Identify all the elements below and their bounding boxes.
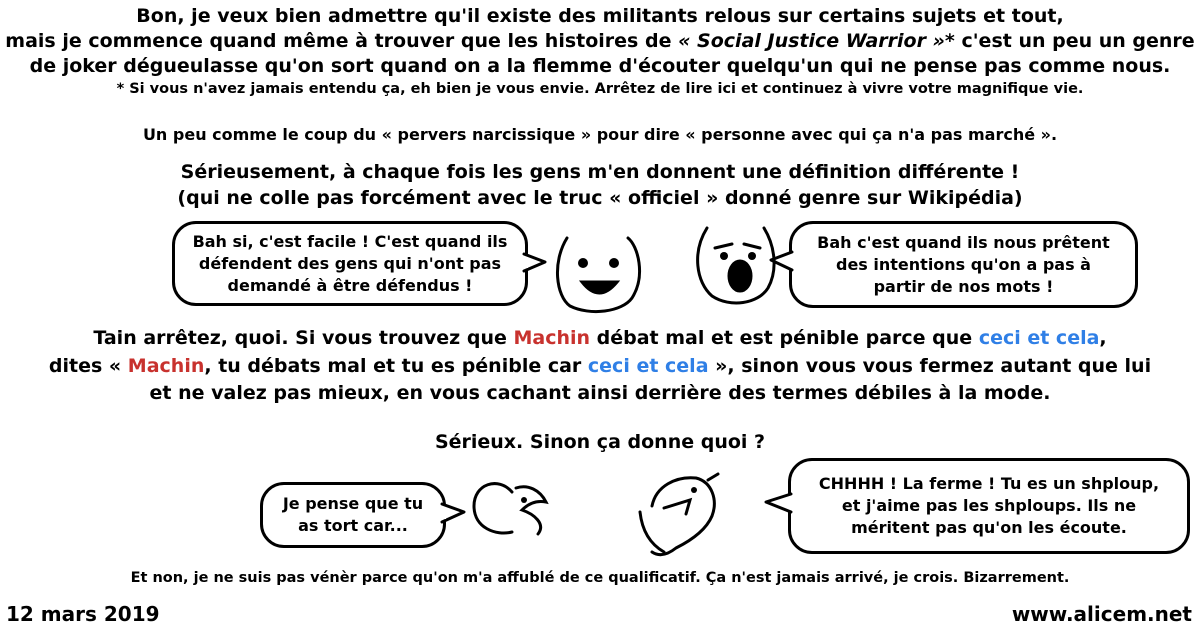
bird-character-icon	[474, 484, 546, 534]
question-line: Sérieux. Sinon ça donne quoi ?	[434, 431, 766, 453]
bubble-line: des intentions qu'on a pas à	[836, 254, 1091, 274]
bubble-line: Bah c'est quand ils nous prêtent	[817, 232, 1110, 252]
rant-text: ,	[1099, 327, 1107, 349]
machin-name: Machin	[513, 327, 591, 349]
intro-line-1: Bon, je veux bien admettre qu'il existe des militants relous sur certains sujets et tout,	[136, 5, 1064, 27]
rant-text: », sinon vous vous fermez autant que lui	[708, 355, 1152, 377]
rant-text: dites «	[48, 355, 128, 377]
bubble-line: Bah si, c'est facile ! C'est quand ils	[192, 231, 508, 251]
seriously-line-2: (qui ne colle pas forcément avec le truc « officiel » donné genre sur Wikipédia)	[177, 187, 1023, 209]
bubble-line: méritent pas qu'on les écoute.	[851, 518, 1127, 537]
smiling-character-icon	[557, 238, 639, 312]
machin-name: Machin	[127, 355, 205, 377]
rant-text: débat mal et est pénible parce que	[590, 327, 979, 349]
intro-line-2-start: mais je commence quand même à trouver que les histoires de	[5, 30, 679, 52]
date-label: 12 mars 2019	[6, 602, 160, 626]
footnote: * Si vous n'avez jamais entendu ça, eh bien je vous envie. Arrêtez de lire ici et continuez à vivre votre magnifique vie.	[116, 81, 1084, 97]
site-link[interactable]: www.alicem.net	[1011, 602, 1192, 626]
comparison-line: Un peu comme le coup du « pervers narcissique » pour dire « personne avec qui ça n'a pas marché ».	[142, 125, 1058, 144]
reason-text: ceci et cela	[587, 355, 709, 377]
bubble-line: CHHHH ! La ferme ! Tu es un shploup,	[818, 474, 1160, 493]
intro-line-3: de joker dégueulasse qu'on sort quand on a la flemme d'écouter quelqu'un qui ne pense pas comme nous.	[29, 55, 1171, 77]
shouting-character-icon	[698, 228, 774, 303]
rant-text: , tu débats mal et tu es pénible car	[204, 355, 588, 377]
bubble-line: demandé à être défendus !	[227, 275, 473, 295]
shushing-character-icon	[640, 474, 718, 555]
bubble-line: défendent des gens qui n'ont pas	[198, 253, 502, 273]
closing-line: Et non, je ne suis pas vénèr parce qu'on m'a affublé de ce qualificatif. Ça n'est jamais arrivé, je crois. Bizarrement.	[130, 570, 1070, 586]
bubble-line: et j'aime pas les shploups. Ils ne	[841, 496, 1137, 515]
bubble-tail	[766, 494, 791, 512]
sjw-term: « Social Justice Warrior »*	[678, 30, 955, 52]
rant-text: Tain arrêtez, quoi. Si vous trouvez que	[93, 327, 514, 349]
bubble-line: partir de nos mots !	[873, 276, 1054, 296]
bubble-line: Je pense que tu	[282, 494, 424, 513]
reason-text: ceci et cela	[978, 327, 1100, 349]
rant-line-3: et ne valez pas mieux, en vous cachant ainsi derrière des termes débiles à la mode.	[149, 382, 1051, 404]
bubble-line: as tort car...	[298, 516, 408, 535]
seriously-line-1: Sérieusement, à chaque fois les gens m'en donnent une définition différente !	[180, 161, 1020, 183]
intro-line-2-end: c'est un peu un genre	[954, 30, 1195, 52]
